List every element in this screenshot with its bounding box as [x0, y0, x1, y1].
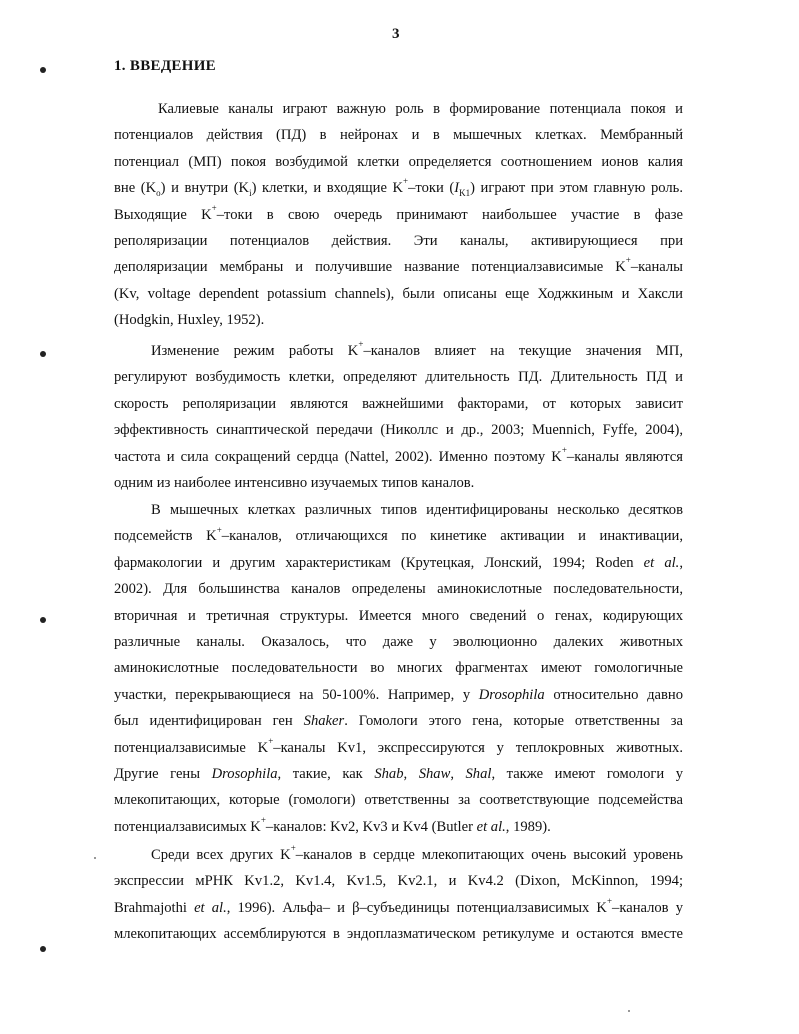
text-line: подсемейств K+–каналов, отличающихся по кинетике активации и инактивации,: [114, 524, 683, 545]
margin-dot: [40, 617, 46, 623]
text-line: частота и сила сокращений сердца (Nattel, 2002). Именно поэтому K+–каналы являются: [114, 444, 683, 465]
text-line: скорость реполяризации являются важнейшими факторами, от которых зависит: [114, 395, 683, 412]
text-line: фармакологии и другим характеристикам (Крутецкая, Лонский, 1994; Roden et al.,: [114, 554, 683, 571]
text-line: Среди всех других K+–каналов в сердце млекопитающих очень высокий уровень: [151, 843, 683, 863]
text-line: (Kv, voltage dependent potassium channels), были описаны еще Ходжкиным и Хаксли: [114, 285, 683, 302]
text-line: потенциалов действия (ПД) в нейронах и в мышечных клетках. Мембранный: [114, 127, 683, 144]
text-line: деполяризации мембраны и получившие название потенциалзависимые K+–каналы: [114, 255, 683, 276]
page-number: 3: [392, 26, 400, 42]
text-line: 2002). Для большинства каналов определены аминокислотные последовательности,: [114, 581, 683, 598]
text-line: вторичная и третичная структуры. Имеется много сведений о генах, кодирующих: [114, 607, 683, 624]
text-line: млекопитающих, которые (гомологи) ответственны за соответствующие подсемейства: [114, 792, 683, 809]
paragraph-2: [114, 338, 683, 496]
text-line: вне $(K_o)$ и внутри $(K_i)$ клетки, и входящие K+–токи $(I_{K1})$ играют при этом главную роль.: [114, 176, 683, 199]
text-line: реполяризации потенциалов действия. Эти каналы, активирующиеся при: [114, 232, 683, 249]
text-line: был идентифицирован ген Shaker. Гомологи этого гена, которые ответственны за: [114, 713, 683, 730]
text-line: млекопитающих ассемблируются в эндоплазматическом ретикулуме и остаются вместе: [114, 926, 683, 943]
text-line: аминокислотные последовательности во многих фрагментах имеют гомологичные: [114, 660, 683, 677]
text-line: эффективность синаптической передачи (Николлс и др., 2003; Muennich, Fyffe, 2004),: [114, 422, 683, 439]
text-line: (Hodgkin, Huxley, 1952).: [114, 312, 265, 329]
text-line: потенциалзависимых K+–каналов: Kv2, Kv3 и Kv4 (Butler et al., 1989).: [114, 814, 551, 835]
text-line: Другие гены Drosophila, такие, как Shab, Shaw, Shal, также имеют гомологи у: [114, 765, 684, 782]
margin-dot: [40, 946, 46, 952]
text-line: потенциал (МП) покоя возбудимой клетки определяется соотношением ионов калия: [114, 153, 683, 170]
text-line: В мышечных клетках различных типов идентифицированы несколько десятков: [151, 502, 683, 518]
text-line: Выходящие K+–токи в свою очередь принимают наибольшее участие в фазе: [114, 202, 683, 223]
text-line: участки, перекрывающиеся на 50-100%. Например, у Drosophila относительно давно: [114, 686, 683, 703]
text-line: экспрессии мРНК Kv1.2, Kv1.4, Kv1.5, Kv2.1, и Kv4.2 (Dixon, McKinnon, 1994;: [114, 873, 683, 890]
text-line: различные каналы. Оказалось, что даже у эволюционно далеких животных: [114, 633, 683, 650]
text-line: Изменение режим работы K+–каналов влияет на текущие значения МП,: [151, 339, 683, 359]
paragraph-4: [114, 842, 683, 948]
scan-speck: [628, 1010, 630, 1012]
paragraph-1: [114, 96, 683, 334]
margin-dot: [40, 67, 46, 73]
margin-dot: [40, 351, 46, 357]
text-line: одним из наиболее интенсивно изучаемых типов каналов.: [114, 474, 475, 491]
paragraph-3: [114, 497, 683, 840]
text-line: регулируют возбудимость клетки, определяют длительность ПД. Длительность ПД и: [114, 369, 683, 386]
text-line: Калиевые каналы играют важную роль в формирование потенциала покоя и: [158, 101, 683, 117]
section-heading: 1. ВВЕДЕНИЕ: [114, 58, 216, 74]
text-line: потенциалзависимые K+–каналы Kv1, экспрессируются у теплокровных животных.: [114, 735, 683, 756]
scan-speck: [94, 857, 96, 859]
text-line: Brahmajothi et al., 1996). Альфа– и β–субъединицы потенциалзависимых K+–каналов у: [114, 895, 683, 916]
